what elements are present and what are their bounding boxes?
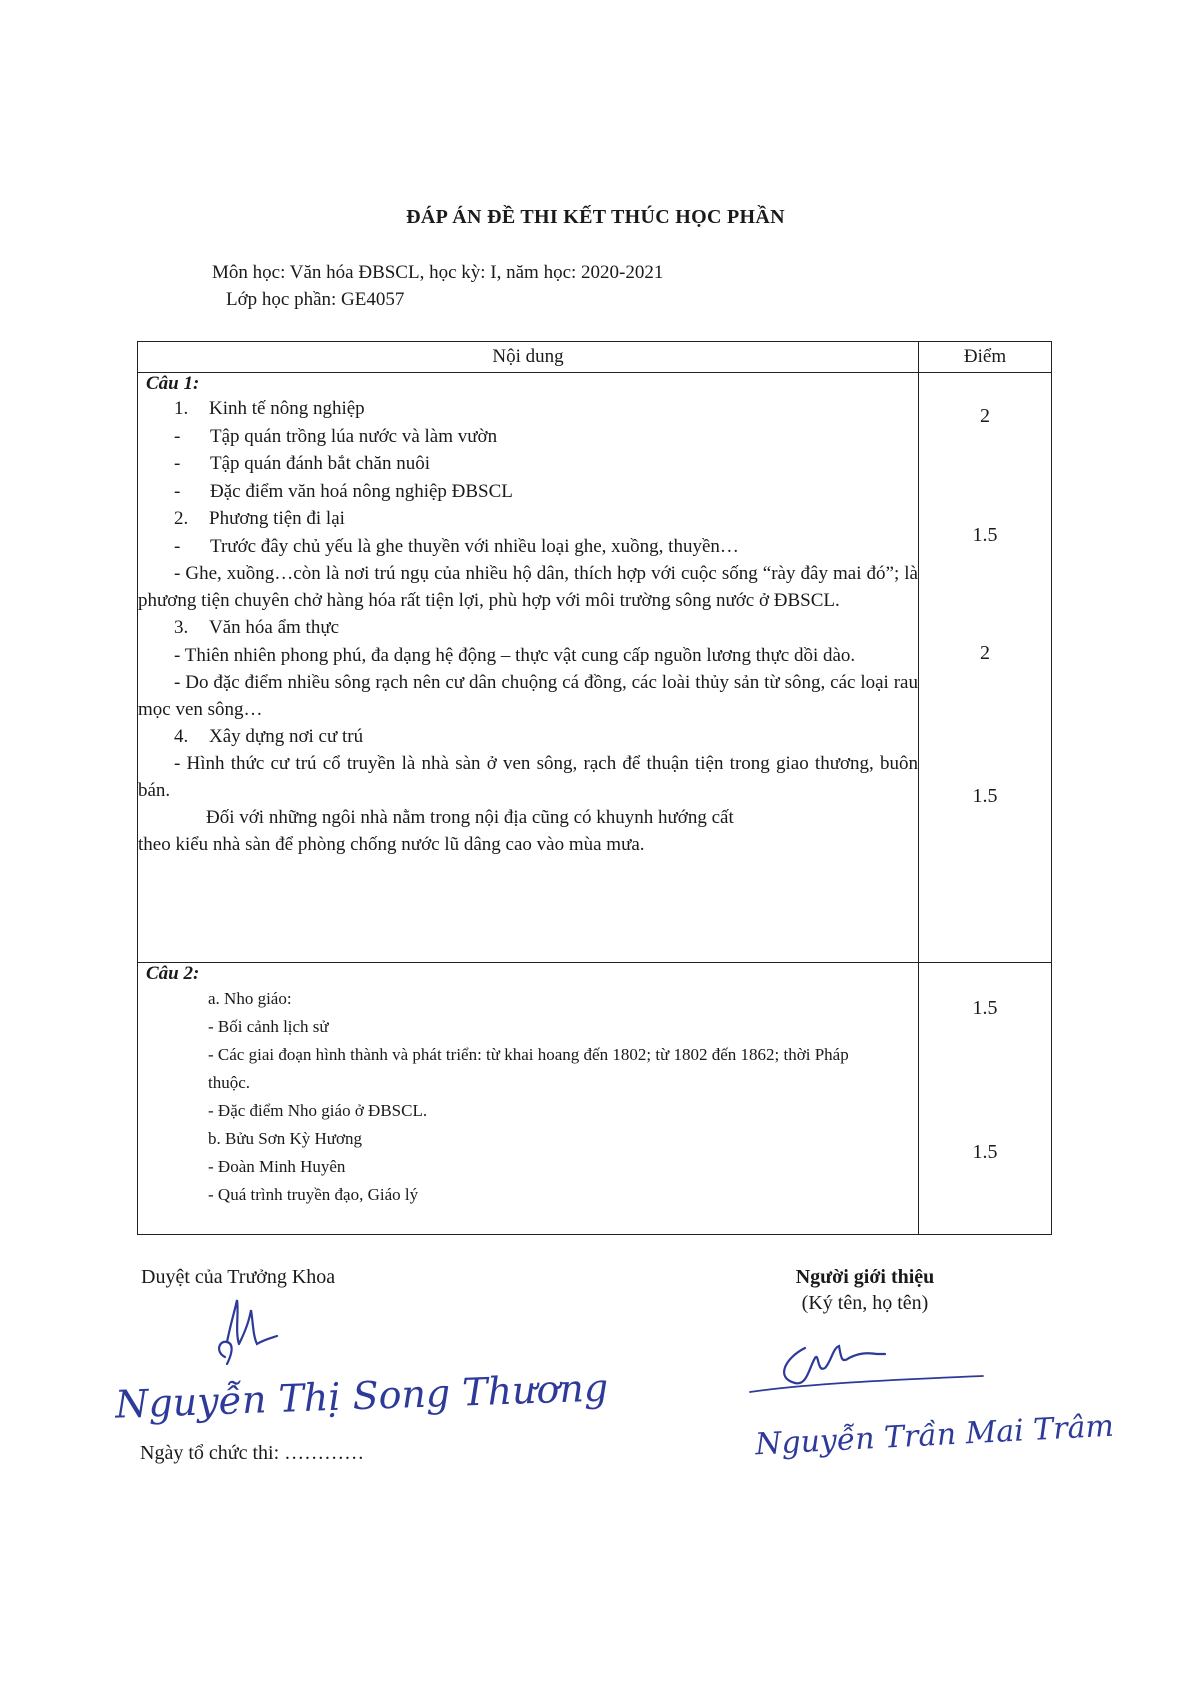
question-2-row bbox=[138, 963, 1052, 1235]
score-value: 2 bbox=[980, 405, 990, 427]
q1-s1-bullet: - Tập quán đánh bắt chăn nuôi bbox=[174, 453, 431, 474]
q2-part-a: a. Nho giáo: - Bối cảnh lịch sử - Các giai đoạn hình thành và phát triển: từ khai hoang đến 1802; từ 1802 đến 1862; thời Pháp thuộc. - Đặc điểm Nho giáo ở ĐBSCL. bbox=[208, 989, 849, 1120]
q1-s4-paragraph: - Hình thức cư trú cổ truyền là nhà sàn ở ven sông, rạch để thuận tiện trong giao thương, buôn bán. bbox=[138, 753, 918, 801]
presenter-handwritten-name: Nguyễn Trần Mai Trâm bbox=[754, 1408, 1115, 1463]
score-value: 1.5 bbox=[972, 1141, 998, 1163]
q1-s4-note: Đối với những ngôi nhà nằm trong nội địa cũng có khuynh hướng cất bbox=[206, 807, 734, 828]
dean-approval-label: Duyệt của Trưởng Khoa bbox=[141, 1266, 336, 1288]
q1-section-4: 4. Xây dựng nơi cư trú bbox=[174, 725, 364, 747]
presenter-label: Người giới thiệu bbox=[795, 1266, 935, 1288]
score-value: 1.5 bbox=[972, 997, 998, 1019]
question-1-content bbox=[138, 373, 919, 963]
exam-date-line: Ngày tổ chức thi: ………… bbox=[140, 1442, 365, 1464]
class-line: Lớp học phần: GE4057 bbox=[226, 289, 405, 310]
q1-s1-bullet: - Tập quán trồng lúa nước và làm vườn bbox=[174, 425, 498, 447]
score-value: 2 bbox=[980, 642, 990, 664]
question-2-content bbox=[138, 963, 919, 1235]
presenter-block bbox=[740, 1266, 990, 1315]
q1-s1-bullet: - Đặc điểm văn hoá nông nghiệp ĐBSCL bbox=[174, 480, 513, 502]
question-1-row bbox=[138, 373, 1052, 963]
subject-line: Môn học: Văn hóa ĐBSCL, học kỳ: I, năm học: 2020-2021 bbox=[212, 262, 664, 283]
question-1-scores bbox=[919, 373, 1052, 963]
dean-signature bbox=[205, 1292, 305, 1372]
q1-s2-paragraph: - Ghe, xuồng…còn là nơi trú ngụ của nhiều hộ dân, thích hợp với cuộc sống “rày đây mai đó”; là phương tiện chuyên chở hàng hóa rất tiện lợi, phù hợp với môi trường sông nước ở ĐBSCL. bbox=[138, 563, 918, 611]
question-1-title: Câu 1: bbox=[146, 373, 200, 394]
table-header-row bbox=[138, 342, 1052, 373]
score-value: 1.5 bbox=[972, 524, 998, 546]
document-title: ĐÁP ÁN ĐỀ THI KẾT THÚC HỌC PHẦN bbox=[406, 206, 785, 228]
header-content: Nội dung bbox=[138, 342, 919, 373]
q1-section-2: 2. Phương tiện đi lại bbox=[174, 508, 345, 529]
q2-part-b: b. Bửu Sơn Kỳ Hương - Đoàn Minh Huyên - Quá trình truyền đạo, Giáo lý bbox=[208, 1129, 419, 1204]
header-score: Điểm bbox=[919, 342, 1052, 373]
q1-section-1: 1. Kinh tế nông nghiệp bbox=[174, 398, 365, 419]
presenter-signature bbox=[745, 1328, 995, 1408]
answer-table bbox=[137, 341, 1052, 1235]
q1-s3-paragraph: - Do đặc điểm nhiều sông rạch nên cư dân chuộng cá đồng, các loài thủy sản từ sông, các loại rau mọc ven sông… bbox=[138, 671, 918, 720]
score-value: 1.5 bbox=[972, 785, 998, 807]
q1-s3-paragraph: - Thiên nhiên phong phú, đa dạng hệ động – thực vật cung cấp nguồn lương thực dồi dào. bbox=[174, 644, 856, 666]
q1-s4-note: theo kiểu nhà sàn để phòng chống nước lũ dâng cao vào mùa mưa. bbox=[138, 834, 645, 855]
presenter-sublabel: (Ký tên, họ tên) bbox=[801, 1292, 929, 1314]
question-2-scores bbox=[919, 963, 1052, 1235]
q1-section-3: 3. Văn hóa ẩm thực bbox=[174, 617, 340, 638]
q1-s2-bullet: - Trước đây chủ yếu là ghe thuyền với nhiều loại ghe, xuồng, thuyền… bbox=[174, 535, 739, 557]
dean-handwritten-name: Nguyễn Thị Song Thương bbox=[114, 1365, 609, 1427]
question-2-title: Câu 2: bbox=[146, 963, 200, 984]
